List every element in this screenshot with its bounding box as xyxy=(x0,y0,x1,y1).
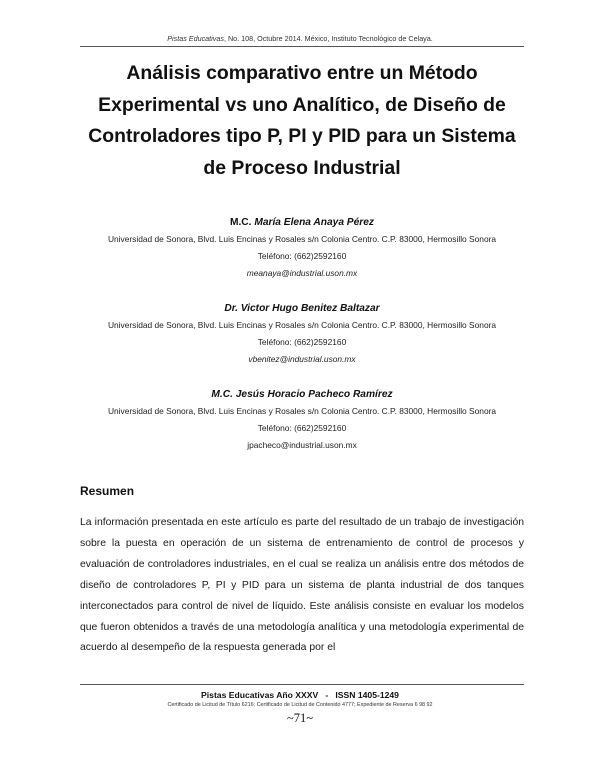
footer-journal-issn: Pistas Educativas Año XXXV - ISSN 1405-1249 xyxy=(201,690,399,700)
author-prefix: M.C. xyxy=(229,217,255,228)
footer-divider xyxy=(80,684,524,685)
abstract-heading: Resumen xyxy=(80,484,135,498)
author-name xyxy=(80,216,524,230)
author-affiliation: Universidad de Sonora, Blvd. Luis Encinas y Rosales s/n Colonia Centro. C.P. 83000, Hermosillo Sonora xyxy=(107,234,497,244)
author-block-1 xyxy=(80,216,524,282)
abstract-text: La información presentada en este artículo es parte del resultado de un trabajo de investigación sobre la puesta en operación de un sistema de entrenamiento de control de procesos y evaluación de controladores industriales, en el cual se realiza un análisis entre dos métodos de diseño de controladores P, PI y PID para un sistema de planta industrial de dos tanques interconectados para control de nivel de líquido. Este análisis consiste en evaluar los modelos que fueron obtenidos a través de una metodología analítica y una metodología experimental de acuerdo al desempeño de la respuesta generada por el xyxy=(80,517,524,654)
author-phone: Teléfono: (662)2592160 xyxy=(257,422,347,433)
page-number: ~71~ xyxy=(286,711,314,725)
journal-name: Pistas Educativas xyxy=(167,34,224,43)
author-affiliation: Universidad de Sonora, Blvd. Luis Encinas y Rosales s/n Colonia Centro. C.P. 83000, Hermosillo Sonora xyxy=(107,406,497,416)
title-line: Análisis comparativo entre un Método xyxy=(126,62,478,84)
author-name-text: María Elena Anaya Pérez xyxy=(254,217,374,228)
author-phone: Teléfono: (662)2592160 xyxy=(257,336,347,347)
paper-title xyxy=(80,58,524,184)
author-name xyxy=(80,302,524,316)
abstract-body xyxy=(80,513,524,659)
author-block-2 xyxy=(80,302,524,368)
title-line: Controladores tipo P, PI y PID para un Sistema xyxy=(88,125,516,147)
running-header xyxy=(0,34,600,43)
footer-certificates: Certificado de Licitud de Título 6216; Certificado de Licitud de Contenido 4777; Expediente de Reserva 6 98 92 xyxy=(167,702,433,708)
author-email[interactable]: meanaya@industrial.uson.mx xyxy=(246,267,358,278)
title-line: Experimental vs uno Analítico, de Diseño de xyxy=(98,93,506,116)
author-name-text: M.C. Jesús Horacio Pacheco Ramírez xyxy=(211,389,393,400)
author-affiliation: Universidad de Sonora, Blvd. Luis Encinas y Rosales s/n Colonia Centro. C.P. 83000, Hermosillo Sonora xyxy=(107,320,497,330)
author-block-3 xyxy=(80,388,524,454)
author-name-text: Dr. Victor Hugo Benitez Baltazar xyxy=(224,303,380,314)
author-name xyxy=(80,388,524,402)
author-email[interactable]: jpacheco@industrial.uson.mx xyxy=(247,439,357,450)
journal-citation: , No. 108, Octubre 2014. México, Instituto Tecnológico de Celaya. xyxy=(223,34,433,43)
header-divider xyxy=(80,46,524,47)
author-email[interactable]: vbenitez@industrial.uson.mx xyxy=(248,353,356,364)
title-line: de Proceso Industrial xyxy=(203,156,401,179)
author-phone: Teléfono: (662)2592160 xyxy=(257,250,347,261)
